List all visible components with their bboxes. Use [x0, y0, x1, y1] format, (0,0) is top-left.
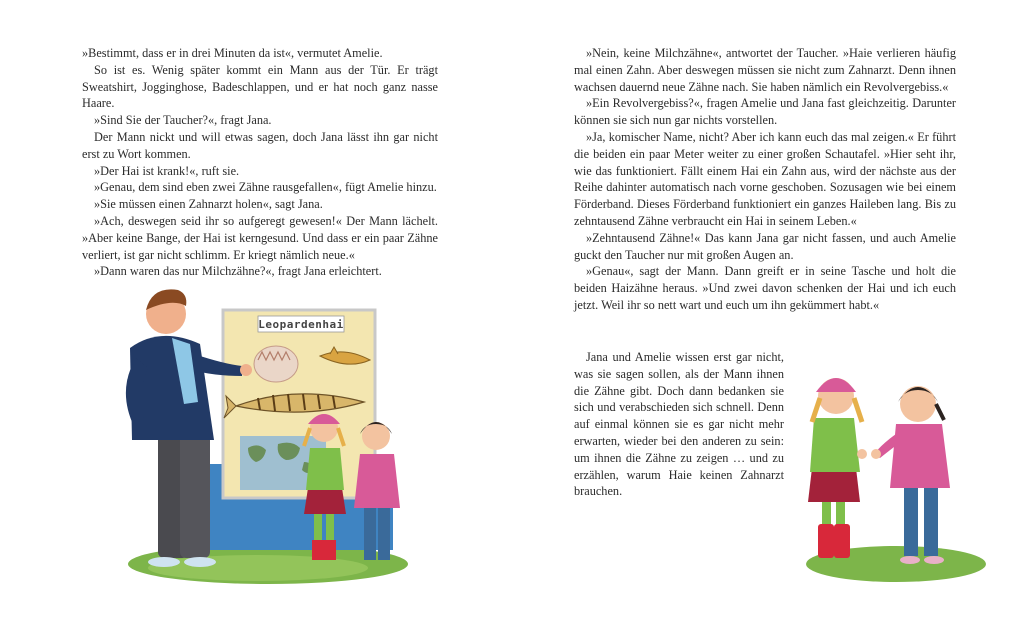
paragraph: »Zehntausend Zähne!« Das kann Jana gar nicht fassen, und auch Amelie guckt den Taucher nur mit großen Augen an.	[574, 230, 956, 262]
paragraph: »Ach, deswegen seid ihr so aufgeregt gewesen!« Der Mann lächelt. »Aber keine Bange, der Hai ist kerngesund. Und dass er ein paar Zähne verliert, ist gar nicht schlimm. Er kriegt nämlich neue.«	[82, 213, 438, 262]
paragraph: »Ja, komischer Name, nicht? Aber ich kann euch das mal zeigen.« Er führt die beiden ein paar Meter weiter zu einer großen Schautafel. »Hier seht ihr, wie das funktioniert. Fällt einem Hai ein Zahn aus, wird der nächste aus der Reihe dahinter automatisch nach vorne geschoben. Sozusagen wie bei einem Förderband. Dieses Förderband funktioniert ein ganzes Haileben lang. Bis zu zehntausend Zähne verbraucht ein Hai in seinem Leben.«	[574, 129, 956, 228]
paragraph: »Sie müssen einen Zahnarzt holen«, sagt Jana.	[94, 197, 323, 212]
paragraph: Der Mann nickt und will etwas sagen, doch Jana lässt ihn gar nicht erst zu Wort kommen.	[82, 129, 438, 161]
right-text-block	[574, 45, 956, 314]
girl-jana-icon	[871, 386, 950, 564]
paragraph: Jana und Amelie wissen erst gar nicht, was sie sagen sollen, als der Mann ihnen die Zähne gibt. Doch dann bedanken sie sich und verabschieden sich schnell. Denn auf einmal können sie es gar nicht mehr erwarten, wieder bei den anderen zu sein: um ihnen die Zähne zu zeigen … und zu erzählen, warum Haie keinen Zahnarzt brauchen.	[574, 350, 784, 499]
illustration-shark-board	[108, 278, 418, 588]
right-wrap-text-block	[574, 349, 784, 500]
girl-amelie-icon	[808, 378, 867, 558]
left-text-block	[82, 45, 438, 280]
paragraph: »Genau, dem sind eben zwei Zähne rausgefallen«, fügt Amelie hinzu.	[94, 180, 437, 195]
paragraph: »Sind Sie der Taucher?«, fragt Jana.	[94, 113, 272, 128]
paragraph: »Der Hai ist krank!«, ruft sie.	[94, 163, 240, 178]
paragraph: »Bestimmt, dass er in drei Minuten da ist«, vermutet Amelie.	[82, 46, 383, 60]
paragraph: »Genau«, sagt der Mann. Dann greift er in seine Tasche und holt die beiden Haizähne heraus. »Und zwei davon schenken der Hai und ich euch jetzt. Weil ihr so nett wart und euch um ihn gekümmert habt.«	[574, 264, 956, 312]
shark-board-icon	[223, 310, 375, 498]
paragraph: So ist es. Wenig später kommt ein Mann aus der Tür. Er trägt Sweatshirt, Jogginghose, Badeschlappen, und er hat noch ganz nasse Haare.	[82, 62, 438, 111]
illustration-girls-with-teeth	[792, 362, 988, 586]
right-page	[512, 0, 1024, 624]
shark-jaw-icon	[254, 346, 298, 382]
paragraph: »Ein Revolvergebiss?«, fragen Amelie und Jana fast gleichzeitig. Darunter können sie sich nun gar nichts vorstellen.	[574, 96, 956, 128]
paragraph: »Dann waren das nur Milchzähne?«, fragt Jana erleichtert.	[94, 264, 382, 279]
board-sign-label: Leopardenhai	[258, 318, 344, 331]
paragraph: »Nein, keine Milchzähne«, antwortet der Taucher. »Haie verlieren häufig mal einen Zahn. Aber deswegen müssen sie nicht zum Zahnarzt. Denn ihnen wachsen dauernd neue Zähne nach. Sie haben nämlich ein Revolvergebiss.«	[574, 46, 956, 94]
